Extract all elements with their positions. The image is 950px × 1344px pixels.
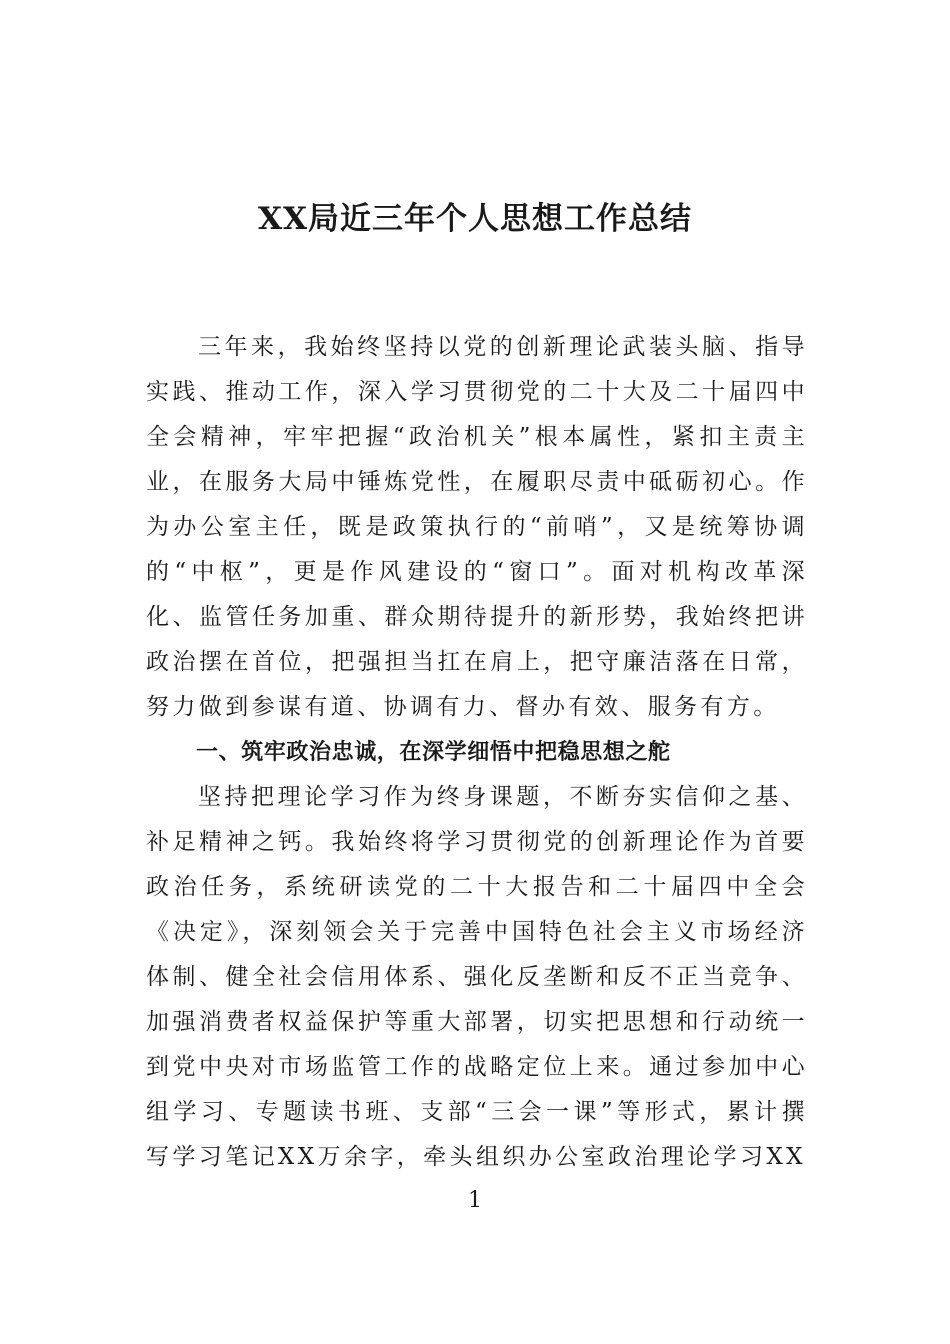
section-heading-1: 一、筑牢政治忠诚，在深学细悟中把稳思想之舵 bbox=[196, 740, 671, 765]
page-number: 1 bbox=[468, 1188, 482, 1213]
document-title: XX局近三年个人思想工作总结 bbox=[257, 201, 693, 237]
paragraph-intro: 三年来，我始终坚持以党的创新理论武装头脑、指导实践、推动工作，深入学习贯彻党的二十大及二十届四中全会精神，牢牢把握“政治机关”根本属性，紧扣主责主业，在服务大局中锤炼党性，在履职尽责中砥砺初心。作为办公室主任，既是政策执行的“前哨”，又是统筹协调的“中枢”，更是作风建设的“窗口”。面对机构改革深化、监管任务加重、群众期待提升的新形势，我始终把讲政治摆在首位，把强担当扛在肩上，把守廉洁落在日常，努力做到参谋有道、协调有力、督办有效、服务有方。 bbox=[146, 334, 808, 720]
paragraph-section-1: 坚持把理论学习作为终身课题，不断夯实信仰之基、补足精神之钙。我始终将学习贯彻党的创新理论作为首要政治任务，系统研读党的二十大报告和二十届四中全会《决定》，深刻领会关于完善中国特色社会主义市场经济体制、健全社会信用体系、强化反垄断和反不正当竞争、加强消费者权益保护等重大部署，切实把思想和行动统一到党中央对市场监管工作的战略定位上来。通过参加中心组学习、专题读书班、支部“三会一课”等形式，累计撰写学习笔记XX万余字，牵头组织办公室政治理论学习XX bbox=[146, 784, 808, 1170]
